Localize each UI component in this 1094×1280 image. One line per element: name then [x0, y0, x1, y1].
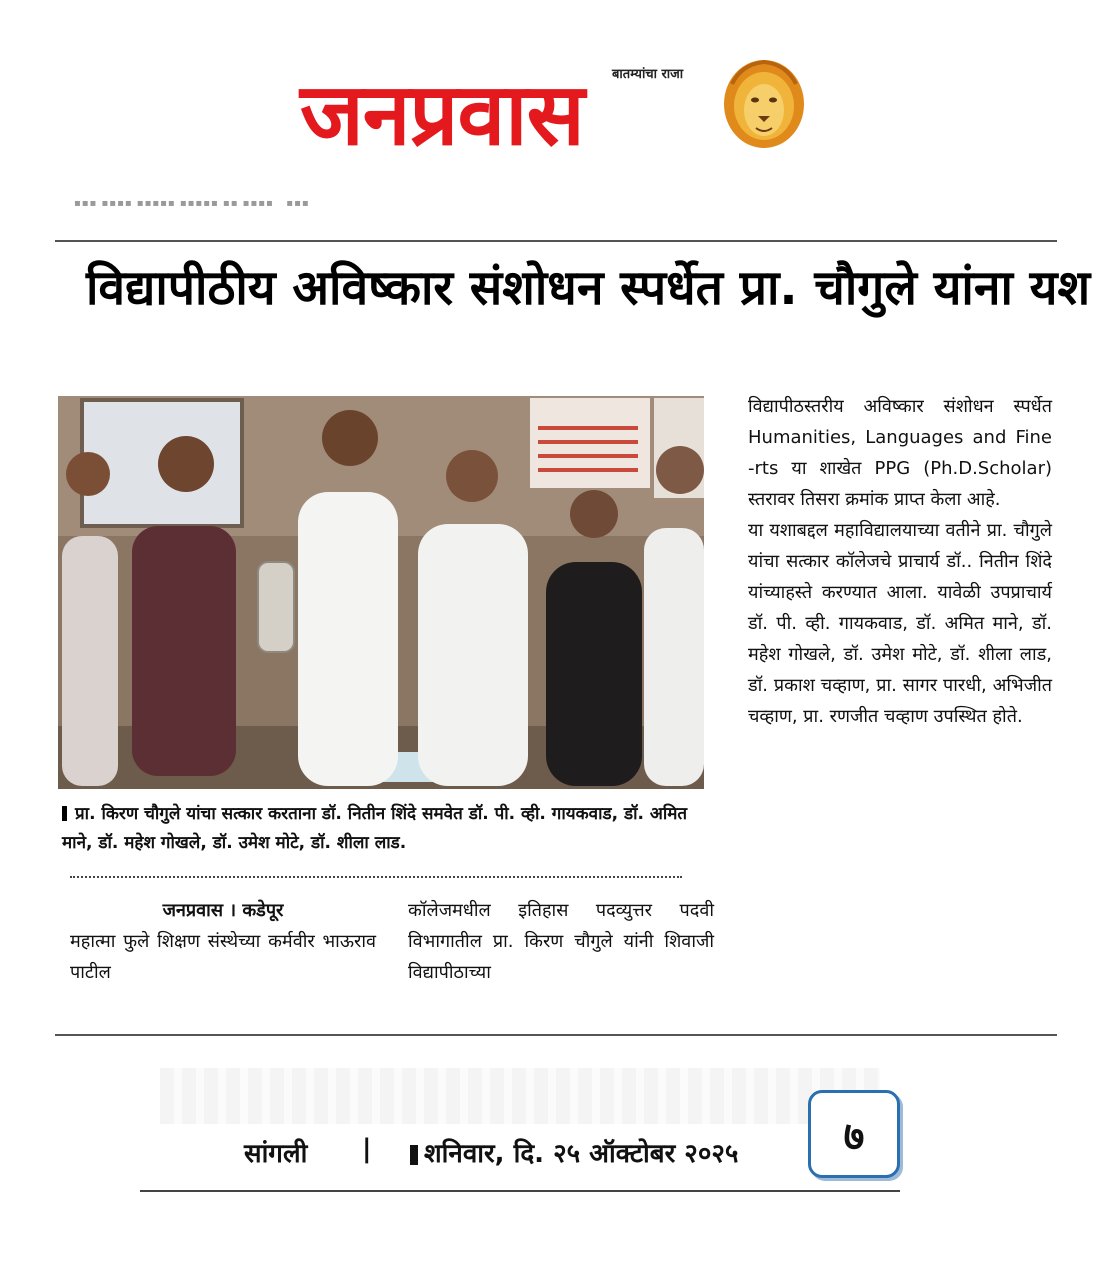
article-column-1	[70, 896, 376, 989]
footer-date: शनिवार, दि. २५ ऑक्टोबर २०२५	[424, 1139, 739, 1169]
masthead-title: जनप्रवास	[300, 65, 584, 165]
footer-city: सांगली	[244, 1139, 308, 1169]
top-rule	[55, 240, 1057, 242]
dotted-divider	[70, 876, 682, 878]
footer-marker	[410, 1145, 418, 1165]
article-column-2	[408, 896, 714, 989]
footer-rule	[140, 1190, 900, 1192]
caption-marker	[62, 806, 67, 821]
article-column-1-text: महात्मा फुले शिक्षण संस्थेच्या कर्मवीर भाऊराव पाटील	[70, 930, 376, 983]
page-number: ७	[843, 1113, 865, 1160]
article-dateline: जनप्रवास । कडेपूर	[162, 900, 284, 921]
bottom-rule	[55, 1034, 1057, 1036]
masthead-tagline: बातम्यांचा राजा	[612, 67, 684, 82]
faded-bleed-through	[160, 1068, 880, 1124]
footer-separator: |	[362, 1134, 372, 1164]
article-column-3-para-2: या यशाबद्दल महाविद्यालयाच्या वतीने प्रा. चौगुले यांचा सत्कार कॉलेजचे प्राचार्य डॉ.. नितीन शिंदे यांच्याहस्ते करण्यात आला. यावेळी उपप्राचार्य डॉ. पी. व्ही. गायकवाड, डॉ. अमित माने, डॉ. महेश गोखले, डॉ. उमेश मोटे, डॉ. शीला लाड, डॉ. प्रकाश चव्हाण, प्रा. सागर पारधी, अभिजीत चव्हाण, प्रा. रणजीत चव्हाण उपस्थित होते.	[748, 519, 1052, 727]
photo-caption	[62, 800, 712, 858]
lion-logo-icon	[722, 54, 806, 150]
news-photo	[58, 396, 704, 789]
article-column-2-text: कॉलेजमधील इतिहास पदव्युत्तर पदवी विभागातील प्रा. किरण चौगुले यांनी शिवाजी विद्यापीठाच्या	[408, 900, 714, 983]
page-number-box	[808, 1090, 900, 1178]
article-column-3-para-1: विद्यापीठस्तरीय अविष्कार संशोधन स्पर्धेत Humanities, Languages and Fine -rts या शाखेत PPG (Ph.D.Scholar) स्तरावर तिसरा क्रमांक प्राप्त केला आहे.	[748, 396, 1052, 510]
faded-print-strip: ▪▪▪ ▪▪▪▪ ▪▪▪▪▪ ▪▪▪▪▪ ▪▪ ▪▪▪▪ ▪▪▪	[74, 198, 310, 209]
photo-caption-text: प्रा. किरण चौगुले यांचा सत्कार करताना डॉ. नितीन शिंदे समवेत डॉ. पी. व्ही. गायकवाड, डॉ. अमित माने, डॉ. महेश गोखले, डॉ. उमेश मोटे, डॉ. शीला लाड.	[62, 804, 688, 853]
headline: विद्यापीठीय अविष्कार संशोधन स्पर्धेत प्रा. चौगुले यांना यश	[86, 260, 1091, 316]
article-column-3	[748, 392, 1052, 732]
